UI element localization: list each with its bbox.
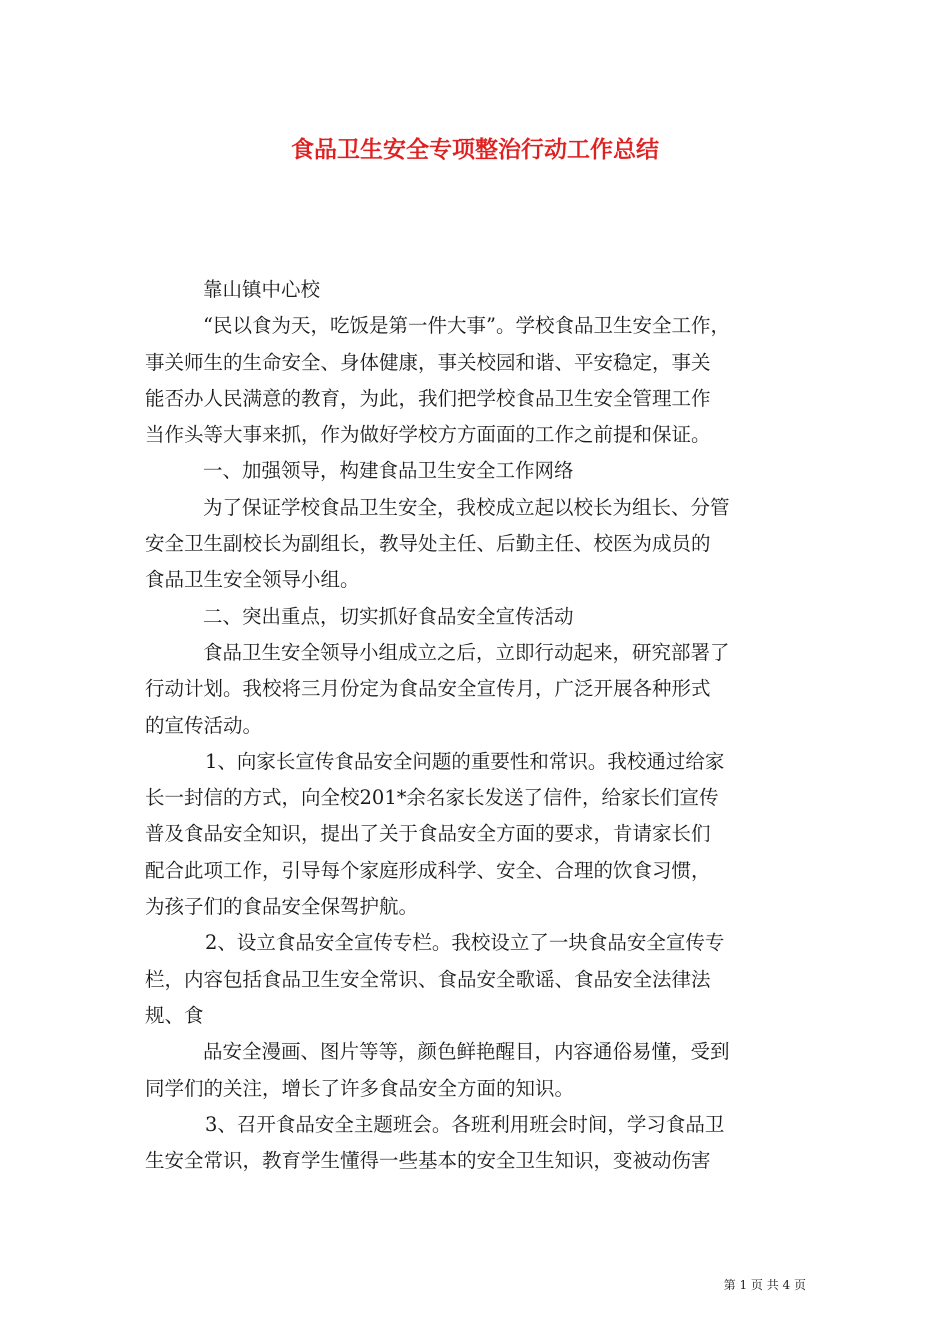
text-line: 为孩子们的食品安全保驾护航。 — [145, 895, 419, 919]
school-name: 靠山镇中心校 — [203, 278, 321, 301]
text-line: 当作头等大事来抓，作为做好学校方方面面的工作之前提和保证。 — [145, 423, 711, 447]
text-line: 品安全漫画、图片等等，颜色鲜艳醒目，内容通俗易懂，受到 — [203, 1040, 730, 1064]
page-title: 食品卫生安全专项整治行动工作总结 — [291, 136, 659, 163]
paragraph-item-1 — [145, 744, 815, 925]
text-line: 同学们的关注，增长了许多食品安全方面的知识。 — [145, 1076, 575, 1100]
paragraph-item-2 — [145, 925, 815, 1034]
text-line: 2、设立食品安全宣传专栏。我校设立了一块食品安全宣传专 — [205, 931, 725, 955]
heading-section-1 — [145, 453, 815, 489]
text-line: 规、食 — [145, 1003, 204, 1027]
section-heading: 二、突出重点，切实抓好食品安全宣传活动 — [203, 604, 574, 628]
page-number: 第 1 页 共 4 页 — [723, 1278, 806, 1292]
section-heading: 一、加强领导，构建食品卫生安全工作网络 — [203, 459, 574, 483]
text-line: 栏，内容包括食品卫生安全常识、食品安全歌谣、食品安全法律法 — [145, 967, 711, 991]
text-line: 安全卫生副校长为副组长，教导处主任、后勤主任、校医为成员的 — [145, 532, 711, 556]
paragraph-item-3 — [145, 1107, 815, 1180]
text-line: 生安全常识，教育学生懂得一些基本的安全卫生知识，变被动伤害 — [145, 1149, 711, 1173]
text-line: 长一封信的方式，向全校201*余名家长发送了信件，给家长们宣传 — [145, 786, 719, 810]
text-line: 能否办人民满意的教育，为此，我们把学校食品卫生安全管理工作 — [145, 386, 711, 410]
document-body — [145, 272, 815, 1179]
paragraph-item-2-continued — [145, 1034, 815, 1107]
paragraph-campaign — [145, 635, 815, 744]
paragraph-intro — [145, 308, 815, 453]
text-line: 普及食品安全知识，提出了关于食品安全方面的要求，肯请家长们 — [145, 822, 711, 846]
text-line: 配合此项工作，引导每个家庭形成科学、安全、合理的饮食习惯， — [145, 858, 711, 882]
text-line: “民以食为天，吃饭是第一件大事”。学校食品卫生安全工作， — [203, 314, 730, 338]
text-line: 食品卫生安全领导小组。 — [145, 568, 360, 592]
text-line: 为了保证学校食品卫生安全，我校成立起以校长为组长、分管 — [203, 495, 730, 519]
text-line: 1、向家长宣传食品安全问题的重要性和常识。我校通过给家 — [205, 749, 725, 773]
text-line: 行动计划。我校将三月份定为食品安全宣传月，广泛开展各种形式 — [145, 677, 711, 701]
heading-section-2 — [145, 599, 815, 635]
paragraph-leadership — [145, 490, 815, 599]
text-line: 食品卫生安全领导小组成立之后，立即行动起来，研究部署了 — [203, 640, 730, 664]
text-line: 事关师生的生命安全、身体健康，事关校园和谐、平安稳定，事关 — [145, 350, 711, 374]
text-line: 的宣传活动。 — [145, 713, 263, 737]
text-line: 3、召开食品安全主题班会。各班利用班会时间，学习食品卫 — [205, 1112, 725, 1136]
